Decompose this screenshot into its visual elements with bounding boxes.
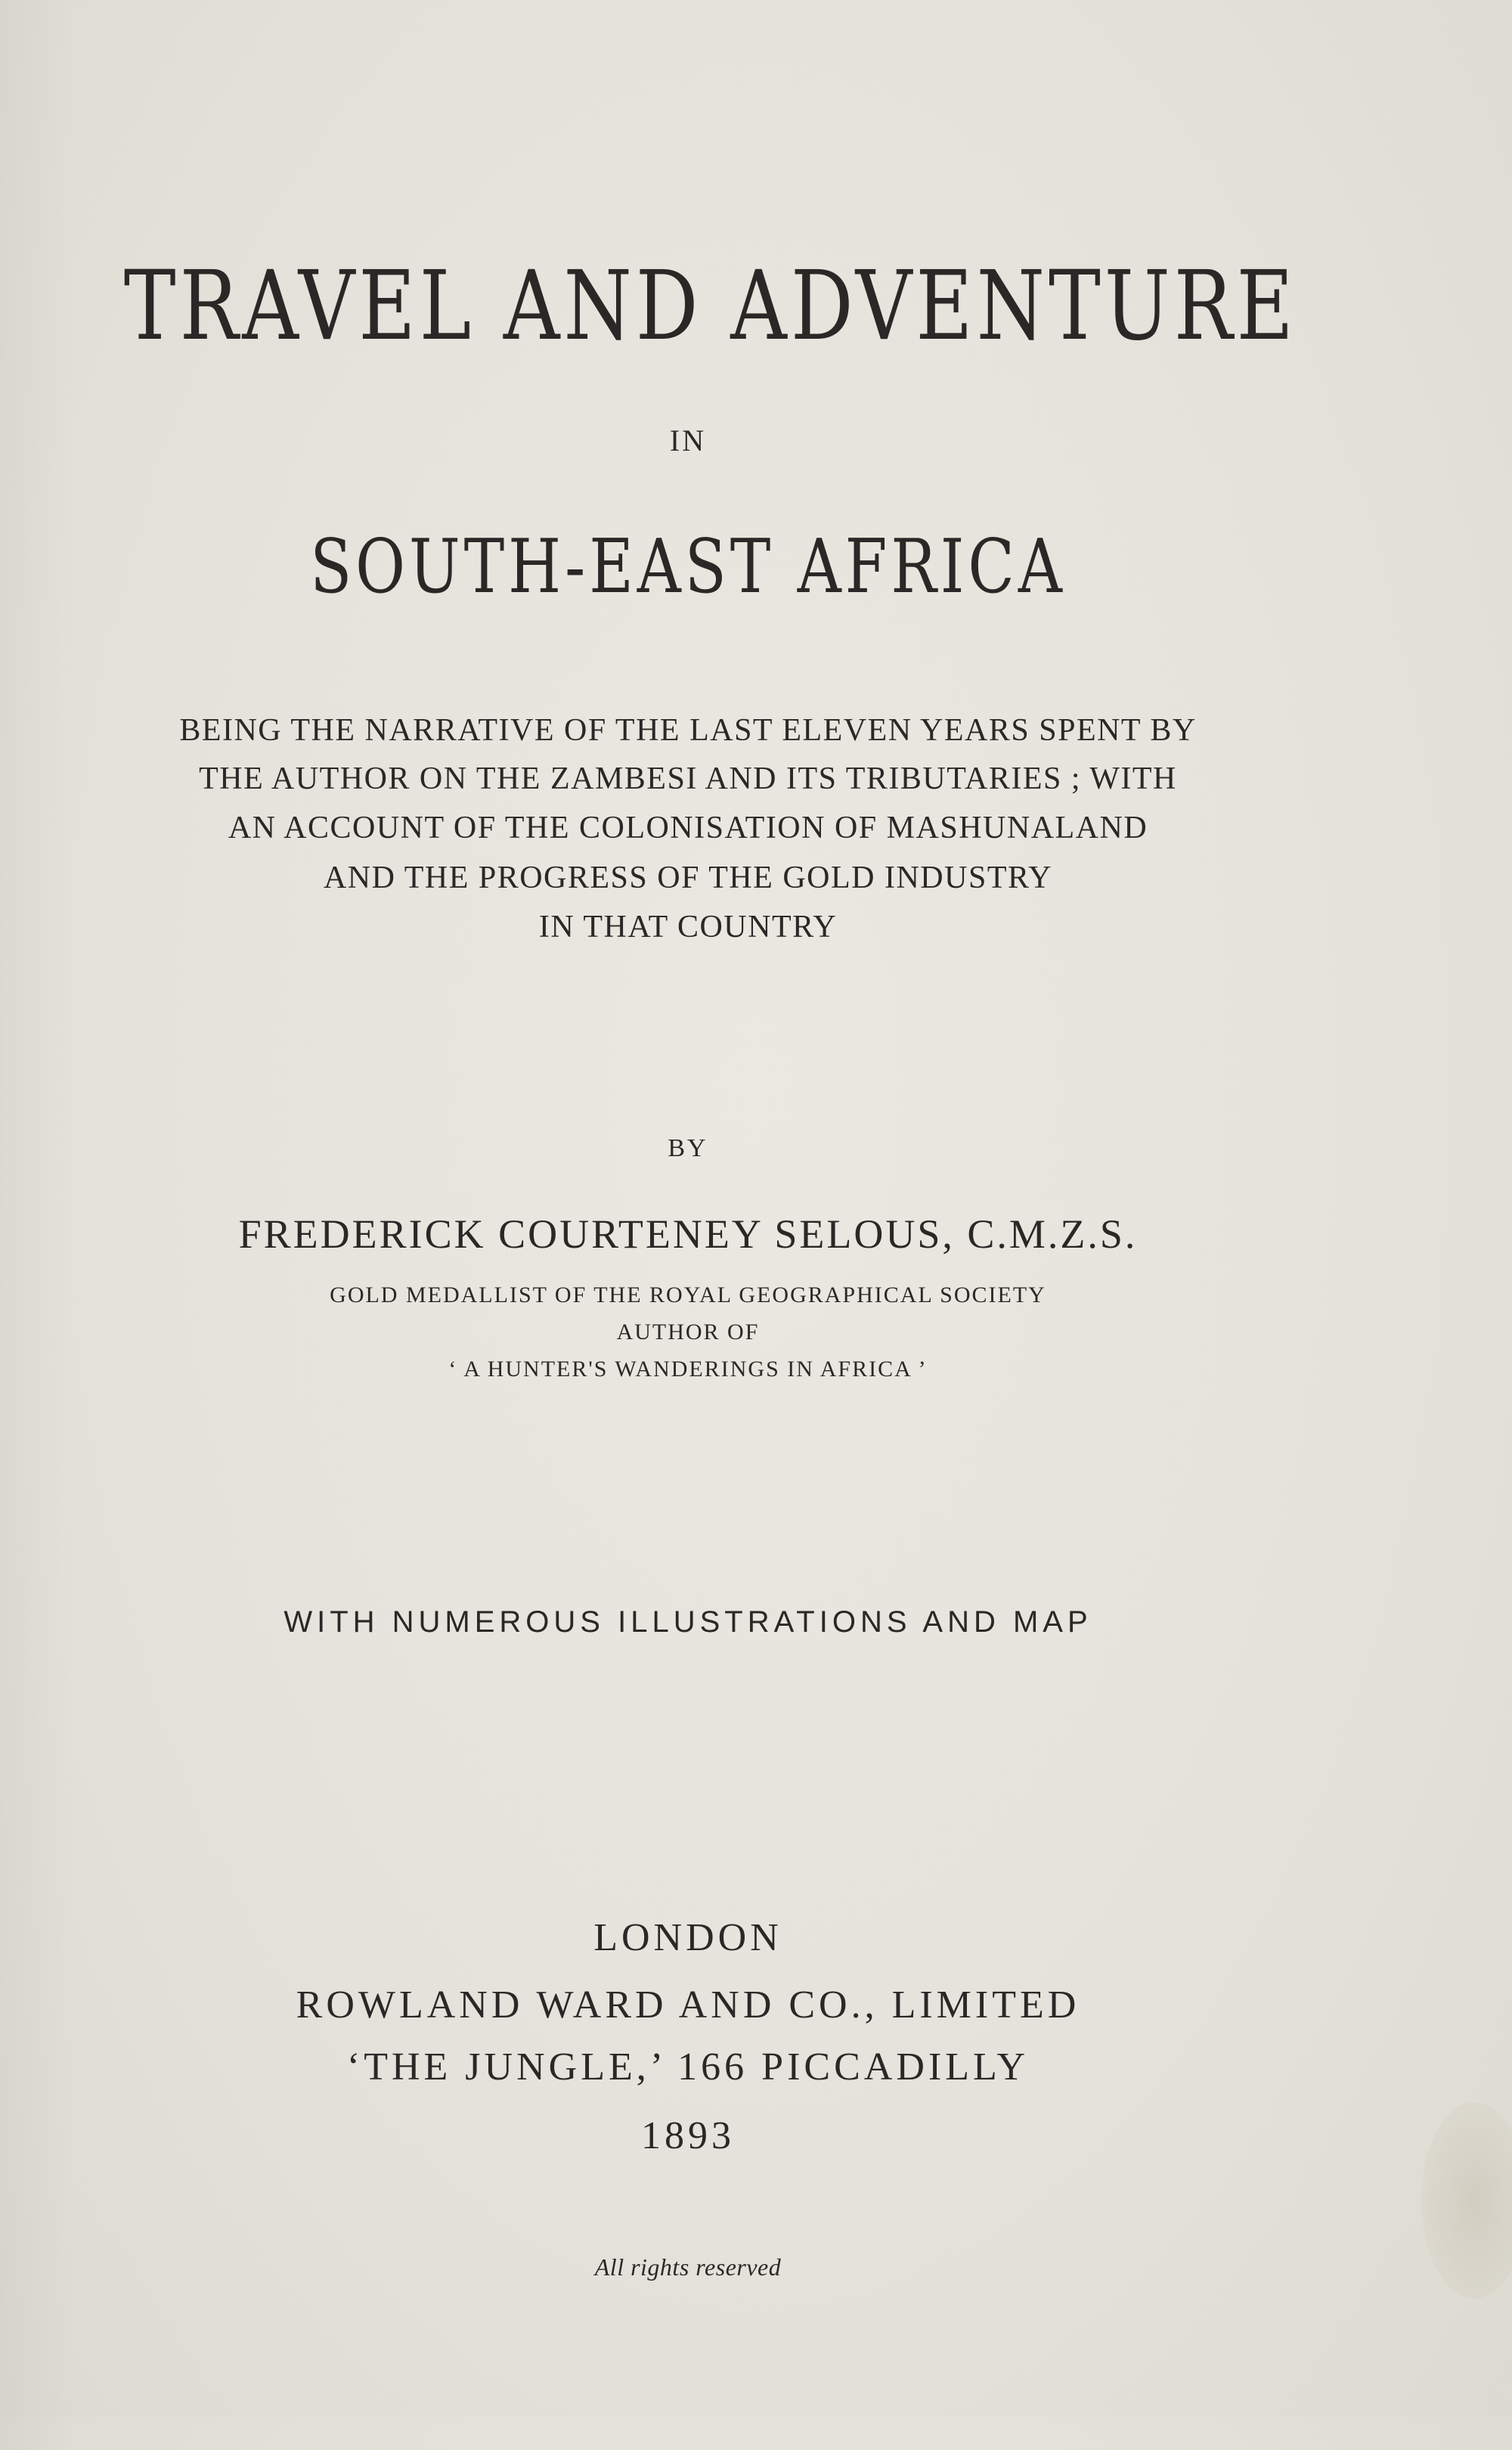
imprint-year: 1893: [641, 2114, 735, 2157]
description-line: THE AUTHOR ON THE ZAMBESI AND ITS TRIBUTARIES ; WITH: [199, 761, 1177, 796]
title-connector: IN: [669, 423, 707, 457]
imprint-address: ‘THE JUNGLE,’ 166 PICCADILLY: [346, 2045, 1030, 2089]
description-line: BEING THE NARRATIVE OF THE LAST ELEVEN YEARS SPENT BY: [179, 713, 1197, 748]
imprint-city: LONDON: [593, 1916, 782, 1959]
rights-notice: All rights reserved: [594, 2253, 782, 2281]
byline-by: BY: [668, 1134, 708, 1162]
book-subtitle: SOUTH-EAST AFRICA: [310, 524, 1066, 610]
description-line: IN THAT COUNTRY: [538, 910, 838, 944]
author-name: FREDERICK COURTENEY SELOUS, C.M.Z.S.: [238, 1211, 1138, 1257]
author-credential: GOLD MEDALLIST OF THE ROYAL GEOGRAPHICAL SOCIETY: [330, 1282, 1046, 1307]
paper-stain: [1421, 2102, 1512, 2299]
illustrations-note: WITH NUMEROUS ILLUSTRATIONS AND MAP: [284, 1605, 1092, 1639]
imprint-publisher: ROWLAND WARD AND CO., LIMITED: [296, 1983, 1080, 2027]
book-title: TRAVEL AND ADVENTURE: [123, 250, 1297, 361]
author-credential: ‘ A HUNTER'S WANDERINGS IN AFRICA ’: [448, 1357, 928, 1382]
author-credential: AUTHOR OF: [616, 1320, 760, 1344]
description-line: AND THE PROGRESS OF THE GOLD INDUSTRY: [323, 861, 1053, 895]
description-line: AN ACCOUNT OF THE COLONISATION OF MASHUNALAND: [228, 811, 1148, 845]
